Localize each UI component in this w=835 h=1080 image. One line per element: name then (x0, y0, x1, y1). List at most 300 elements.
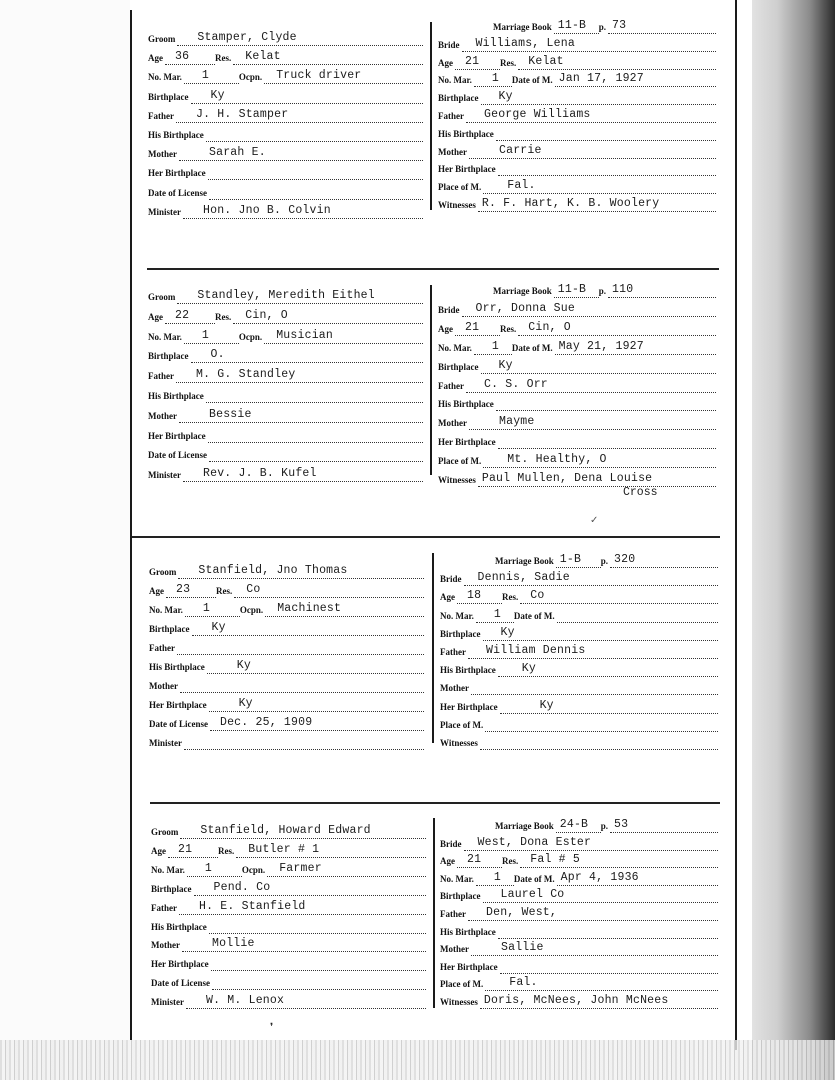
groom-residence (236, 839, 426, 858)
groom-birthplace-value: O. (210, 348, 225, 362)
marriage-book-row (495, 550, 718, 568)
groom-mother-row (148, 143, 423, 161)
bride-father-birthplace (498, 658, 718, 677)
field-label: Birthplace (440, 891, 481, 902)
field-label: Res. (500, 323, 517, 334)
groom-age (168, 839, 218, 858)
field-label: Father (151, 902, 177, 913)
bride-age-value: 18 (467, 589, 482, 603)
groom-mother-birthplace (209, 693, 424, 712)
field-label: Date of License (148, 187, 207, 198)
groom-her-birthplace-row (148, 162, 423, 180)
bride-father-birthplace (498, 920, 718, 939)
bride-mother-birthplace (500, 955, 718, 974)
groom-residence-value: Butler # 1 (248, 842, 320, 856)
field-label: Her Birthplace (148, 430, 206, 441)
bride-father-row (438, 105, 716, 123)
groom-birthplace (191, 85, 424, 104)
groom-mother (179, 142, 423, 161)
groom-her-birthplace-row (149, 694, 424, 712)
bride-age (457, 585, 502, 604)
groom-name-row (151, 821, 426, 839)
field-label: Bride (440, 574, 462, 585)
field-label: Mother (438, 146, 467, 157)
field-label: His Birthplace (440, 926, 496, 937)
field-label: Marriage Book (495, 556, 554, 566)
groom-mother (179, 404, 423, 423)
bride-age (457, 849, 502, 868)
bride-name-row (438, 299, 716, 317)
bride-birthplace (483, 622, 719, 641)
bride-father (468, 640, 718, 659)
bride-nomar-row (440, 605, 718, 623)
bride-no-mar (476, 604, 514, 623)
marriage-book (556, 814, 601, 833)
bride-residence (518, 317, 716, 336)
witnesses-row (438, 469, 716, 487)
groom-name-row (149, 561, 424, 579)
bride-name-row (440, 833, 718, 851)
bride-birthplace-value: Ky (498, 358, 513, 372)
record-separator (150, 802, 720, 804)
marriage-date (557, 604, 718, 623)
field-label: Father (438, 111, 464, 121)
marriage-date (555, 68, 716, 87)
groom-license-date (209, 443, 423, 462)
groom-father (176, 104, 423, 123)
bride-no-mar-value: 1 (493, 870, 502, 884)
groom-father (177, 636, 424, 655)
field-label: No. Mar. (148, 72, 182, 83)
field-label: Her Birthplace (149, 700, 207, 710)
groom-mother-birthplace (208, 424, 423, 443)
marriage-book-row (495, 815, 718, 833)
groom-father-row (148, 365, 423, 383)
groom-name-row (148, 28, 423, 46)
groom-birthplace-row (148, 345, 423, 363)
bride-nomar-row (438, 69, 716, 87)
groom-occupation (264, 325, 423, 344)
groom-occupation (265, 598, 424, 617)
bride-her-birthplace-row (438, 431, 716, 449)
field-label: His Birthplace (149, 662, 205, 672)
field-label: Place of M. (438, 182, 482, 193)
groom-age-row (149, 580, 424, 598)
bride-name-value: Dennis, Sadie (477, 571, 570, 585)
field-label: p. (600, 556, 609, 566)
groom-her-birthplace-row (148, 425, 423, 443)
groom-mother-value: Sarah E. (209, 146, 266, 160)
groom-nomar-row (151, 859, 426, 877)
bride-age (455, 51, 500, 70)
field-label: No. Mar. (440, 873, 474, 884)
groom-license-date (209, 181, 423, 200)
groom-age-value: 22 (175, 308, 190, 322)
scan-edge (752, 0, 835, 1080)
groom-occupation-value: Machinest (277, 602, 342, 615)
field-label: Witnesses (440, 997, 478, 1007)
bride-no-mar (474, 68, 512, 87)
witnesses (478, 468, 716, 487)
witnesses (478, 193, 716, 212)
place-of-marriage (485, 713, 718, 732)
column-divider (430, 22, 432, 210)
place-of-marriage-row (440, 973, 718, 991)
groom-license-date-value: Dec. 25, 1909 (219, 716, 313, 729)
bride-father-birthplace (496, 122, 716, 141)
field-label: Minister (151, 997, 184, 1008)
groom-his-birthplace-row (148, 385, 423, 403)
bride-age-value: 21 (467, 853, 482, 867)
marriage-page (610, 549, 718, 568)
field-label: Witnesses (438, 475, 476, 485)
field-label: Mother (151, 940, 180, 951)
bride-father (468, 902, 718, 921)
groom-father-value: H. E. Stanfield (199, 899, 306, 913)
bride-mother (471, 937, 718, 956)
bride-birthplace-value: Ky (500, 625, 515, 639)
bride-birthplace (481, 86, 717, 105)
groom-occupation (264, 65, 423, 84)
bride-birthplace-row (440, 885, 718, 903)
scan-bottom-edge (0, 1040, 835, 1080)
bride-mother (469, 411, 716, 430)
groom-no-mar-value: 1 (202, 602, 211, 615)
bride-age-value: 21 (465, 320, 480, 334)
bride-name (464, 567, 719, 586)
bride-birthplace-row (438, 87, 716, 105)
groom-occupation (267, 858, 426, 877)
groom-mother-birthplace (211, 952, 426, 971)
field-label: Bride (438, 304, 460, 315)
field-label: His Birthplace (440, 665, 496, 676)
field-label: Groom (148, 34, 176, 44)
field-label: Res. (216, 586, 233, 596)
marriage-page (610, 814, 718, 833)
groom-mother-row (148, 405, 423, 423)
groom-name (180, 820, 426, 839)
place-of-marriage-row (440, 714, 718, 732)
groom-age-value: 36 (175, 50, 190, 64)
groom-minister (184, 731, 424, 750)
bride-birthplace-row (438, 356, 716, 374)
field-label: His Birthplace (148, 130, 204, 140)
field-label: No. Mar. (438, 75, 472, 86)
witnesses (480, 731, 718, 750)
witnesses-row (438, 194, 716, 212)
bride-residence (520, 585, 718, 604)
field-label: Place of M. (440, 719, 484, 730)
bride-mother-row (440, 677, 718, 695)
field-label: p. (598, 22, 607, 32)
bride-father-row (438, 375, 716, 393)
groom-his-birthplace-row (151, 916, 426, 934)
groom-minister-row (148, 464, 423, 482)
groom-age (165, 305, 215, 324)
groom-license-row (148, 182, 423, 200)
field-label: Birthplace (151, 883, 192, 894)
groom-license-date (210, 712, 424, 731)
bride-age-value: 21 (465, 54, 480, 68)
field-label: p. (600, 821, 609, 831)
groom-residence (233, 46, 423, 65)
field-label: Ocpn. (241, 864, 266, 875)
bride-his-birthplace-row (440, 659, 718, 677)
groom-father-birthplace (206, 123, 423, 142)
bride-mother-birthplace-value: Ky (539, 698, 554, 712)
groom-his-birthplace-row (148, 124, 423, 142)
marriage-page-value: 320 (614, 553, 636, 566)
field-label: Birthplace (440, 628, 481, 639)
field-label: Age (440, 592, 455, 603)
field-label: Father (440, 647, 466, 657)
groom-birthplace-value: Ky (211, 621, 226, 634)
groom-no-mar-value: 1 (201, 69, 210, 83)
bride-father-value: George Williams (484, 108, 591, 121)
groom-nomar-row (148, 66, 423, 84)
groom-age-value: 23 (176, 583, 191, 596)
bride-mother-value: Mayme (499, 415, 535, 429)
bride-mother-birthplace (500, 695, 718, 714)
groom-minister-row (149, 732, 424, 750)
bride-age (455, 317, 500, 336)
field-label: Date of License (151, 978, 210, 989)
field-label: Date of License (149, 719, 208, 729)
groom-mother-birthplace (208, 161, 423, 180)
witnesses-value: R. F. Hart, K. B. Woolery (481, 197, 660, 210)
bride-name-value: Williams, Lena (475, 36, 575, 50)
groom-minister (186, 990, 426, 1009)
witnesses-continued: Cross (623, 486, 658, 499)
groom-age-row (151, 840, 426, 858)
groom-her-birthplace-row (151, 953, 426, 971)
groom-no-mar (185, 598, 240, 617)
groom-occupation-value: Truck driver (276, 69, 362, 83)
groom-birthplace-row (151, 878, 426, 896)
bride-birthplace (481, 355, 717, 374)
field-label: Bride (440, 838, 462, 849)
groom-residence-value: Cin, O (245, 308, 288, 322)
field-label: His Birthplace (438, 128, 494, 139)
bride-name (464, 832, 719, 851)
bride-mother-value: Carrie (499, 143, 542, 157)
groom-name-value: Stanfield, Howard Edward (200, 824, 371, 837)
groom-minister (183, 463, 423, 482)
bride-father (466, 374, 716, 393)
bride-nomar-row (438, 337, 716, 355)
field-label: Father (440, 909, 466, 919)
bride-name (462, 298, 717, 317)
field-label: Age (148, 53, 163, 64)
field-label: Her Birthplace (440, 961, 498, 972)
groom-nomar-row (149, 599, 424, 617)
field-label: Date of M. (513, 873, 555, 884)
field-label: Place of M. (438, 456, 482, 467)
groom-residence (234, 579, 424, 598)
field-label: Her Birthplace (438, 437, 496, 448)
groom-mother-row (151, 934, 426, 952)
bride-no-mar (474, 336, 512, 355)
marriage-page (608, 15, 716, 34)
groom-age (166, 579, 216, 598)
bride-mother-birthplace (498, 157, 716, 176)
field-label: Her Birthplace (438, 164, 496, 175)
groom-father-value: M. G. Standley (196, 368, 296, 382)
groom-minister-row (148, 201, 423, 219)
bride-mother-row (438, 141, 716, 159)
bride-name-row (440, 568, 718, 586)
bride-birthplace-row (440, 623, 718, 641)
groom-mother-row (149, 675, 424, 693)
bride-mother-row (440, 938, 718, 956)
groom-age (165, 46, 215, 65)
groom-age-row (148, 47, 423, 65)
field-label: Age (151, 845, 166, 856)
bride-residence (518, 51, 716, 70)
groom-father-value: J. H. Stamper (196, 107, 289, 121)
place-of-marriage-row (438, 176, 716, 194)
field-label: Father (148, 110, 174, 121)
bride-his-birthplace-row (440, 921, 718, 939)
groom-residence (233, 305, 423, 324)
bride-birthplace (483, 884, 719, 903)
ink-mark: ✓ (590, 515, 599, 526)
groom-father-row (148, 105, 423, 123)
marriage-date-value: May 21, 1927 (558, 339, 644, 353)
marriage-book (556, 549, 601, 568)
bride-residence-value: Kelat (528, 54, 564, 68)
bride-father-row (440, 641, 718, 659)
groom-father-row (149, 637, 424, 655)
ink-mark: ❜ (270, 1022, 274, 1033)
field-label: Her Birthplace (151, 959, 209, 970)
field-label: No. Mar. (440, 610, 474, 621)
witnesses-value: Paul Mullen, Dena Louise (481, 472, 653, 485)
page-right-border (735, 0, 737, 1050)
field-label: Birthplace (148, 351, 189, 362)
left-margin (0, 0, 130, 1080)
field-label: Groom (151, 827, 179, 837)
field-label: Res. (218, 845, 235, 856)
groom-father (176, 364, 423, 383)
marriage-book (554, 279, 599, 298)
column-divider (432, 553, 434, 743)
groom-residence-value: Kelat (245, 50, 281, 64)
groom-father-birthplace-value: Ky (236, 659, 251, 672)
groom-birthplace-value: Pend. Co (213, 880, 271, 894)
bride-age-row (438, 52, 716, 70)
groom-birthplace (192, 617, 425, 636)
place-of-marriage-row (438, 450, 716, 468)
bride-father-value: C. S. Orr (484, 377, 548, 391)
field-label: Mother (148, 149, 177, 160)
groom-license-date (212, 971, 426, 990)
groom-age-value: 21 (178, 842, 193, 856)
groom-birthplace-value: Ky (210, 88, 225, 102)
bride-her-birthplace-row (440, 696, 718, 714)
field-label: Mother (438, 418, 467, 429)
groom-occupation-value: Musician (276, 328, 333, 342)
marriage-book-row (493, 280, 716, 298)
bride-name-value: West, Dona Ester (477, 835, 592, 849)
place-of-marriage (483, 449, 716, 468)
groom-no-mar (184, 325, 239, 344)
field-label: Birthplace (438, 93, 479, 104)
bride-birthplace-value: Ky (498, 90, 513, 104)
field-label: Res. (215, 53, 232, 64)
field-label: Age (438, 323, 453, 334)
bride-father-value: William Dennis (486, 644, 586, 657)
bride-age-row (440, 586, 718, 604)
groom-mother (182, 933, 426, 952)
field-label: Mother (440, 944, 469, 955)
groom-birthplace (191, 344, 424, 363)
record-separator (147, 268, 719, 270)
record-separator (132, 536, 720, 538)
field-label: Age (148, 311, 163, 322)
field-label: Date of M. (511, 75, 553, 86)
groom-birthplace (194, 877, 427, 896)
bride-age-row (438, 318, 716, 336)
bride-her-birthplace-row (438, 158, 716, 176)
marriage-page-value: 73 (612, 19, 627, 32)
field-label: Father (148, 371, 174, 382)
bride-residence-value: Fal # 5 (530, 853, 580, 867)
field-label: Minister (149, 738, 182, 748)
field-label: Groom (148, 292, 176, 302)
groom-residence-value: Co (246, 583, 261, 596)
field-label: No. Mar. (149, 605, 183, 615)
groom-name-value: Stamper, Clyde (197, 31, 297, 44)
groom-age-row (148, 306, 423, 324)
bride-nomar-row (440, 868, 718, 886)
field-label: Marriage Book (495, 821, 554, 831)
groom-father (179, 896, 426, 915)
groom-name (178, 560, 424, 579)
bride-mother-birthplace (498, 430, 716, 449)
field-label: Birthplace (149, 624, 190, 634)
bride-mother (469, 140, 716, 159)
marriage-date (557, 867, 718, 886)
groom-minister-value: Rev. J. B. Kufel (203, 467, 317, 481)
field-label: Minister (148, 470, 181, 481)
groom-father-birthplace (209, 915, 426, 934)
field-label: Res. (502, 856, 519, 867)
groom-birthplace-row (149, 618, 424, 636)
bride-father-birthplace (496, 392, 716, 411)
place-of-marriage (485, 972, 718, 991)
bride-age-row (440, 850, 718, 868)
place-of-marriage-value: Fal. (509, 976, 538, 990)
field-label: His Birthplace (151, 921, 207, 932)
groom-occupation-value: Farmer (279, 861, 322, 875)
marriage-book (554, 15, 599, 34)
marriage-page-value: 110 (612, 283, 634, 296)
bride-her-birthplace-row (440, 956, 718, 974)
field-label: Her Birthplace (440, 701, 498, 712)
field-label: p. (598, 286, 607, 296)
marriage-date (555, 336, 716, 355)
field-label: No. Mar. (151, 864, 185, 875)
place-of-marriage (483, 175, 716, 194)
bride-birthplace-value: Laurel Co (500, 888, 565, 902)
field-label: Marriage Book (493, 286, 552, 296)
field-label: No. Mar. (148, 331, 182, 342)
groom-father-row (151, 897, 426, 915)
groom-name-value: Stanfield, Jno Thomas (198, 564, 348, 577)
bride-no-mar (476, 867, 514, 886)
groom-minister-row (151, 991, 426, 1009)
